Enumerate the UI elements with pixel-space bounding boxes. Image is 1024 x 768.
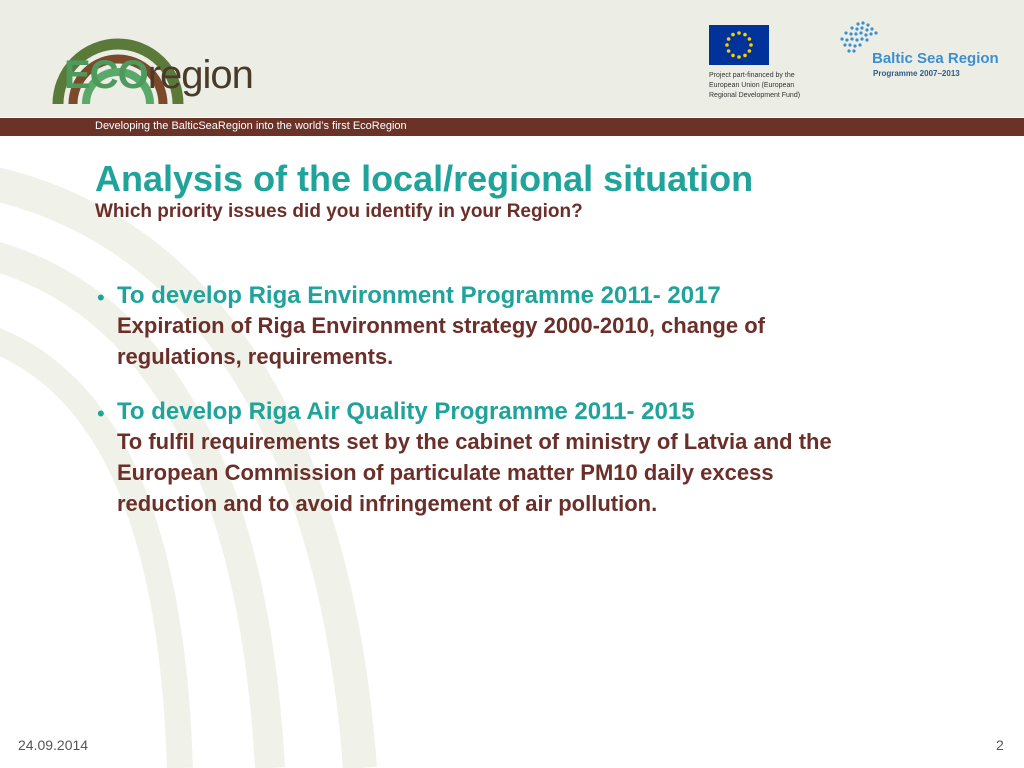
eu-funding-note <box>709 71 849 101</box>
bullet-heading: To develop Riga Environment Programme 2011- 2017 <box>117 282 721 309</box>
bullet-description-line: European Commission of particulate matter PM10 daily excess <box>117 460 774 485</box>
eu-funding-line: European Union (European <box>709 82 795 89</box>
bullet-description-line: regulations, requirements. <box>117 344 394 369</box>
bullet-item <box>97 398 977 519</box>
slide-title: Analysis of the local/regional situation <box>95 158 754 199</box>
bullet-description <box>117 310 977 372</box>
bullet-description-line: Expiration of Riga Environment strategy 2000-2010, change of <box>117 313 765 338</box>
ecoregion-logo <box>64 55 253 95</box>
baltic-sea-region-title: Baltic Sea Region <box>872 50 999 67</box>
tagline-text: Developing the BalticSeaRegion into the world’s first EcoRegion <box>95 120 407 132</box>
eu-funding-line: Project part-financed by the <box>709 72 795 79</box>
page-number: 2 <box>996 737 1004 753</box>
eu-funding-line: Regional Development Fund) <box>709 92 801 99</box>
logo-eco-text: ECO <box>64 53 148 97</box>
bullet-item <box>97 282 977 372</box>
bullet-heading: To develop Riga Air Quality Programme 2011- 2015 <box>117 398 695 425</box>
bullet-description <box>117 426 977 519</box>
slide-subtitle: Which priority issues did you identify in your Region? <box>95 201 583 222</box>
baltic-sea-region-subtitle: Programme 2007–2013 <box>873 69 960 78</box>
eu-flag-icon <box>709 25 769 65</box>
bullet-marker: • <box>97 401 105 426</box>
bullet-list <box>97 282 977 545</box>
bullet-description-line: reduction and to avoid infringement of air pollution. <box>117 491 658 516</box>
logo-region-text: region <box>147 53 253 97</box>
tagline-band <box>0 118 1024 136</box>
footer-date: 24.09.2014 <box>18 737 89 753</box>
bullet-marker: • <box>97 285 105 310</box>
bullet-description-line: To fulfil requirements set by the cabinet of ministry of Latvia and the <box>117 429 832 454</box>
